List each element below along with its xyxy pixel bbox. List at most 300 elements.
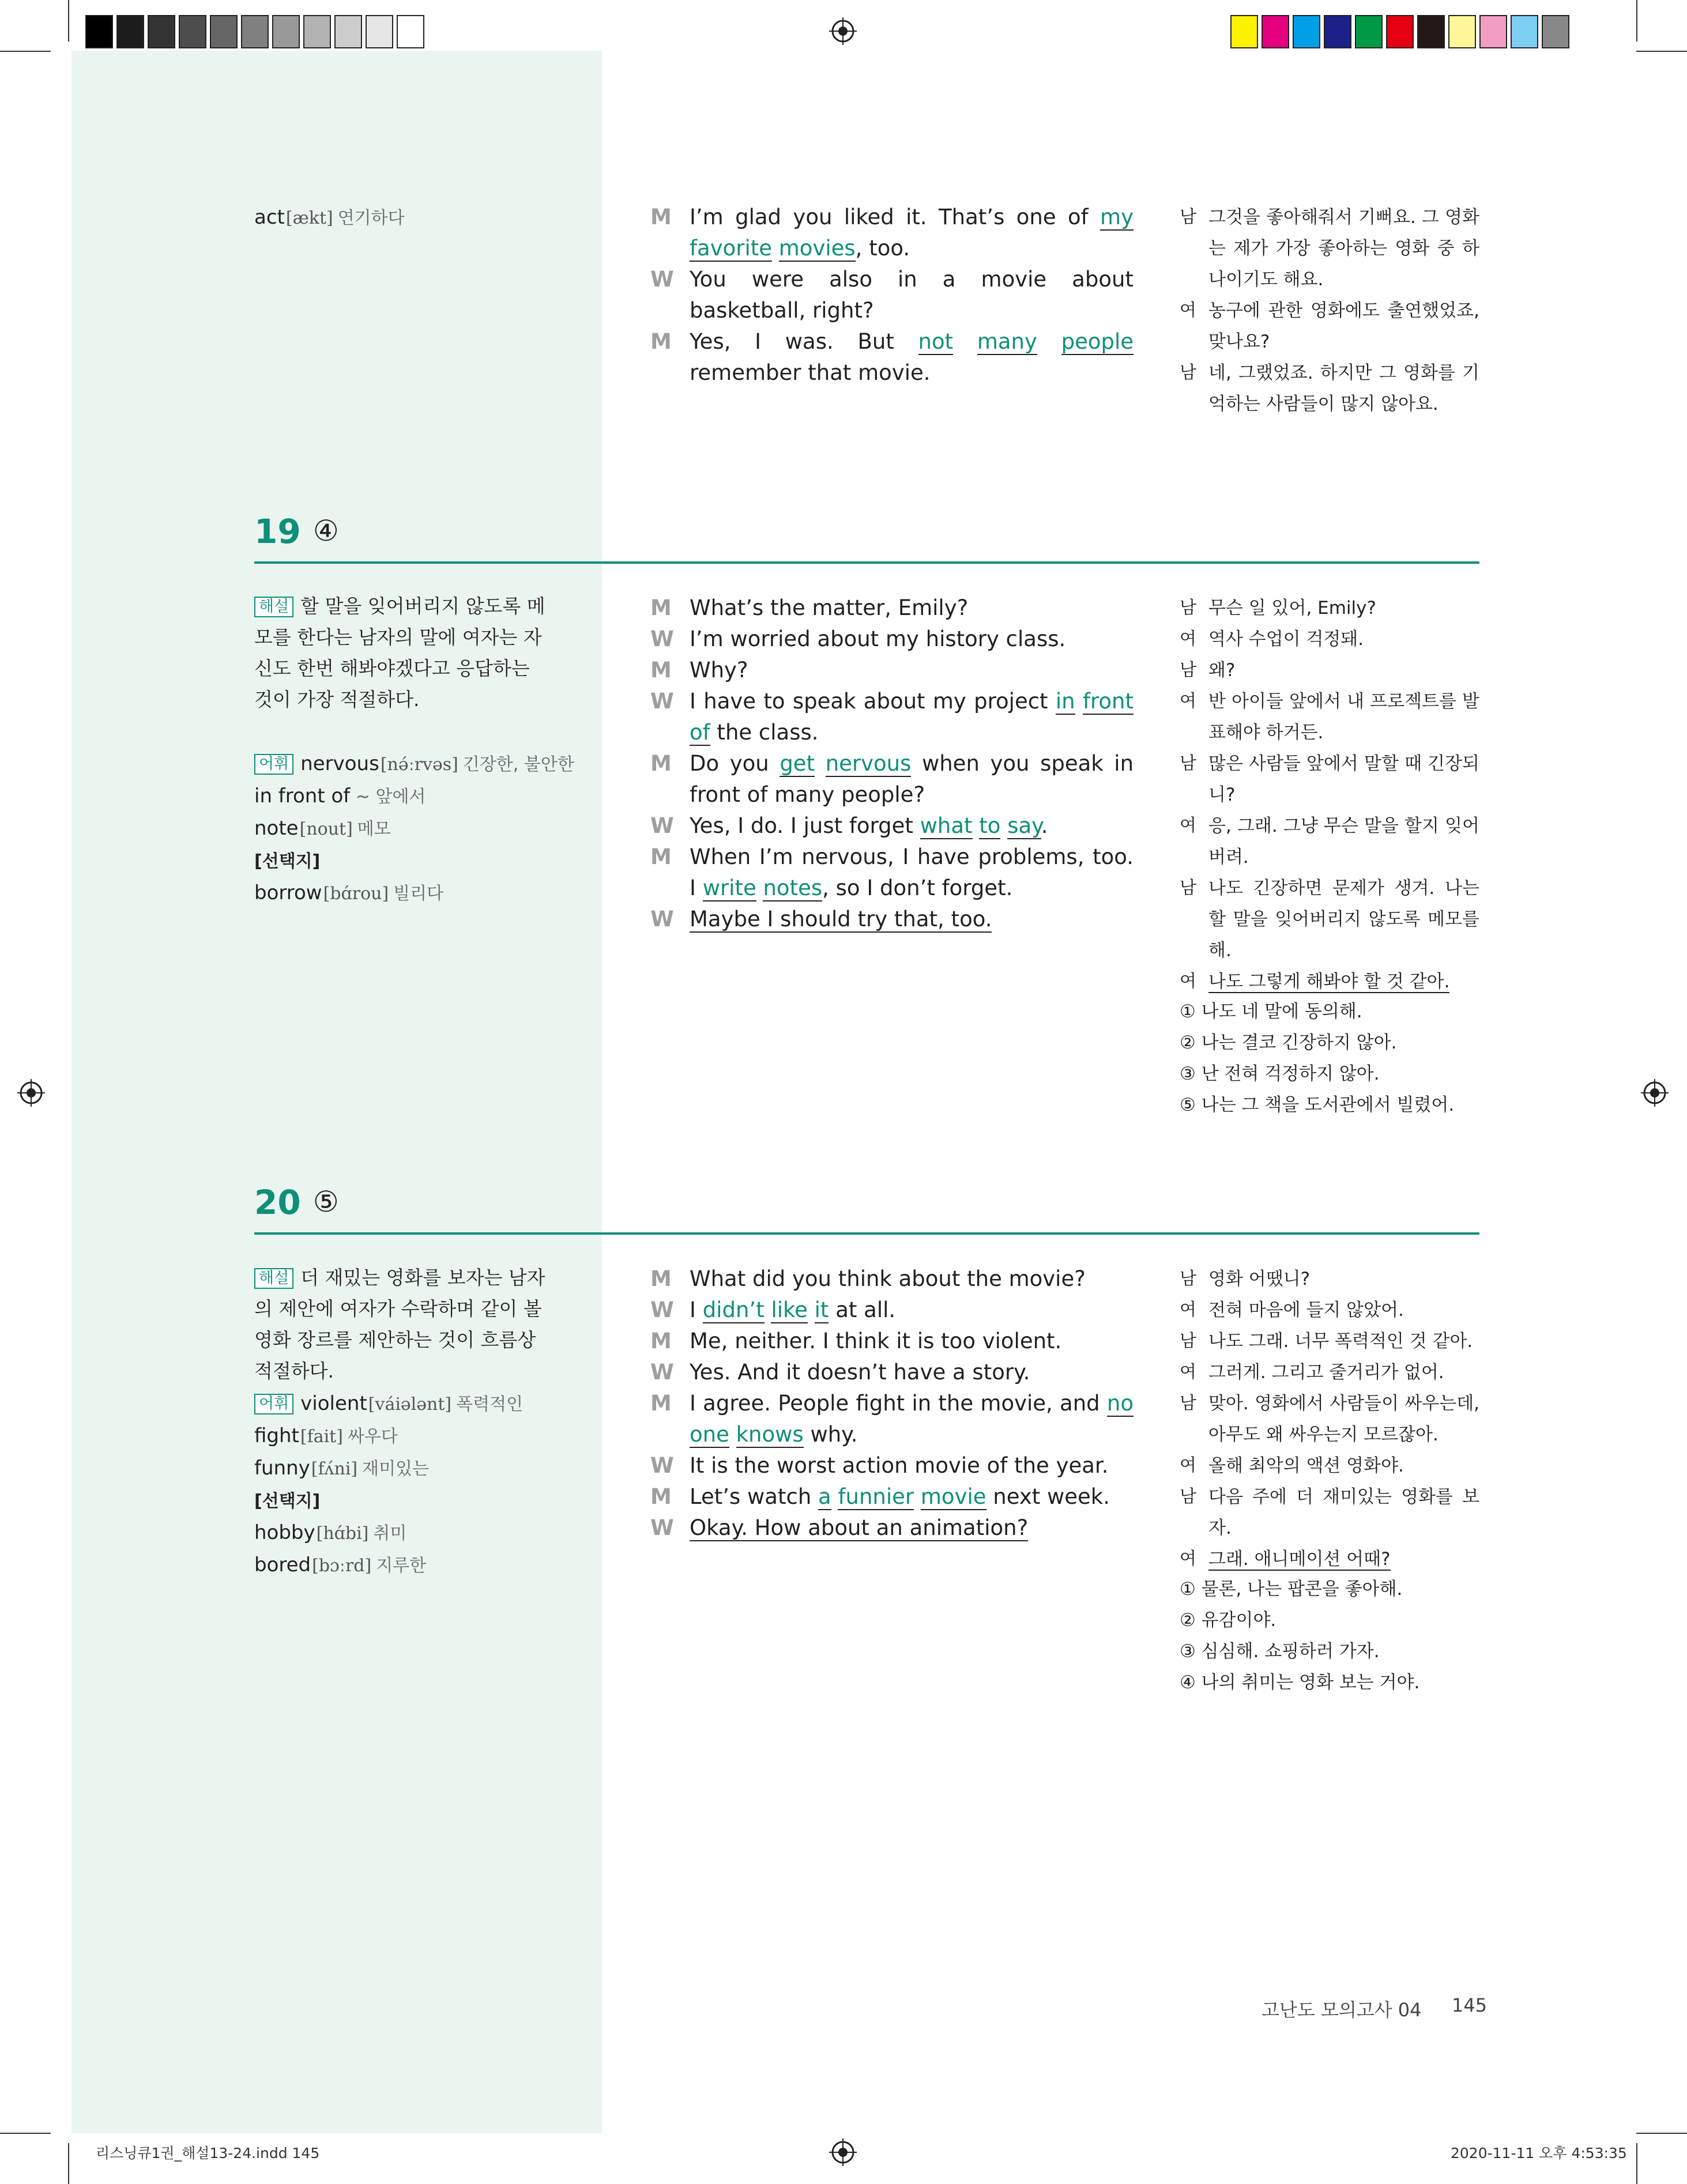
speaker-label: W xyxy=(650,689,674,714)
dialog-korean xyxy=(1180,593,1479,997)
text-run: at all. xyxy=(829,1297,896,1322)
text-run: 응, 그래. 그냥 무슨 말을 할지 잊어버려. xyxy=(1208,816,1479,867)
text-run: When I’m nervous, I have problems, too. I xyxy=(690,844,1134,900)
vocab-meaning: 싸우다 xyxy=(347,1427,398,1447)
vocab-word: act xyxy=(254,206,285,229)
registration-mark-icon xyxy=(17,1079,45,1107)
speaker-label: 남 xyxy=(1180,878,1196,898)
text-run: 왜? xyxy=(1208,660,1236,681)
vocab-phonetic: [fʌ́ni] xyxy=(311,1459,358,1479)
dialog-line xyxy=(650,1450,1134,1481)
section-divider xyxy=(254,1232,1479,1235)
vocab-item xyxy=(254,1549,554,1582)
speaker-label: W xyxy=(650,813,674,838)
text-run: Yes. And it doesn’t have a story. xyxy=(690,1360,1030,1385)
vocab-phonetic: [fait] xyxy=(300,1427,343,1447)
dialog-korean xyxy=(1180,202,1479,420)
korean-line xyxy=(1180,624,1479,655)
dialog-english xyxy=(650,1263,1134,1544)
option-item: ① 물론, 나는 팝콘을 좋아해. xyxy=(1180,1579,1403,1600)
blank-answer: what xyxy=(920,813,973,838)
speaker-label: M xyxy=(650,205,672,229)
blank-answer: didn’t xyxy=(702,1297,765,1322)
speaker-label: M xyxy=(650,751,672,776)
page-number: 145 xyxy=(1452,1994,1488,2016)
text-run: I’m worried about my history class. xyxy=(690,627,1066,651)
text-run: Why? xyxy=(690,658,748,682)
text-run: next week. xyxy=(986,1484,1110,1509)
dialog-line xyxy=(650,842,1134,904)
text-run xyxy=(815,751,826,776)
dialog-line xyxy=(650,264,1134,326)
korean-line xyxy=(1180,295,1479,357)
korean-line xyxy=(1180,202,1479,295)
korean-text xyxy=(1208,202,1479,295)
korean-line xyxy=(1180,1357,1479,1388)
dialog-line xyxy=(650,748,1134,810)
korean-line xyxy=(1180,1326,1479,1357)
color-swatch xyxy=(241,15,269,48)
korean-text xyxy=(1208,1295,1479,1326)
vocab-phonetic: [bɑ́rou] xyxy=(323,884,389,904)
text-run: why. xyxy=(803,1422,858,1447)
text-run: . xyxy=(1041,813,1048,838)
blank-answer: write xyxy=(702,876,756,900)
dialog-text xyxy=(690,842,1134,904)
option-item: ③ 난 전혀 걱정하지 않아. xyxy=(1180,1063,1380,1084)
answer-underline: Maybe I should try that, too. xyxy=(690,907,992,931)
speaker-label: 남 xyxy=(1180,1331,1196,1351)
question-number: 19 xyxy=(254,512,301,551)
speaker-label: 남 xyxy=(1180,660,1196,680)
vocab-tag: 어휘 xyxy=(254,1394,293,1414)
korean-text xyxy=(1208,966,1479,997)
dialog-line xyxy=(650,1357,1134,1388)
dialog-line xyxy=(650,1512,1134,1544)
korean-text xyxy=(1208,1544,1479,1575)
korean-line xyxy=(1180,966,1479,997)
crop-mark xyxy=(0,51,51,52)
file-name: 리스닝큐1권_해설13-24.indd 145 xyxy=(96,2145,320,2162)
text-run: 그것을 좋아해줘서 기뻐요. 그 영화는 제가 가장 좋아하는 영화 중 하나이기도 해요. xyxy=(1208,207,1479,290)
color-swatch xyxy=(1355,15,1383,48)
text-run: Yes, I do. I just forget xyxy=(690,813,920,838)
dialog-line xyxy=(650,593,1134,624)
speaker-label: M xyxy=(650,329,672,354)
vocab-item xyxy=(254,1453,554,1485)
dialog-text xyxy=(690,1388,1134,1450)
registration-mark-icon xyxy=(829,17,857,45)
answer-underline: Okay. How about an animation? xyxy=(690,1515,1029,1540)
vocab-word: borrow xyxy=(254,881,322,904)
blank-answer: movie xyxy=(920,1484,986,1509)
option-item: ③ 심심해. 쇼핑하러 가자. xyxy=(1180,1641,1380,1662)
korean-line xyxy=(1180,1263,1479,1295)
dialog-korean xyxy=(1180,1263,1479,1575)
blank-answer: nervous xyxy=(825,751,912,776)
speaker-label: 여 xyxy=(1180,1455,1196,1476)
crop-mark xyxy=(1636,51,1687,52)
option-item: ① 나도 네 말에 동의해. xyxy=(1180,1001,1362,1022)
dialog-text xyxy=(690,1295,1134,1326)
text-run xyxy=(914,1484,921,1509)
vocab-meaning: 연기하다 xyxy=(337,208,405,228)
vocab-item xyxy=(254,1388,554,1420)
section-divider xyxy=(254,561,1479,564)
vocab-meaning: 지루한 xyxy=(376,1556,427,1576)
korean-line xyxy=(1180,655,1479,686)
dialog-line xyxy=(650,1263,1134,1295)
text-run: 올해 최악의 액션 영화야. xyxy=(1208,1455,1404,1476)
sidebar-panel xyxy=(71,51,602,2133)
dialog-text xyxy=(690,264,1134,326)
speaker-label: 남 xyxy=(1180,1269,1196,1289)
color-swatch xyxy=(1324,15,1351,48)
text-run: I agree. People fight in the movie, and xyxy=(690,1391,1107,1416)
speaker-label: W xyxy=(650,267,674,292)
blank-answer: people xyxy=(1061,329,1134,354)
text-run: 많은 사람들 앞에서 말할 때 긴장되니? xyxy=(1208,753,1479,805)
option-item: ② 유감이야. xyxy=(1180,1610,1276,1631)
text-run: 영화 어땠니? xyxy=(1208,1269,1311,1289)
text-run: 농구에 관한 영화에도 출연했었죠, 맞나요? xyxy=(1208,300,1479,352)
text-run xyxy=(729,1422,736,1447)
vocabulary-list xyxy=(254,1388,554,1582)
color-swatch xyxy=(366,15,393,48)
dialog-text xyxy=(690,1263,1134,1295)
text-run: , too. xyxy=(855,236,910,261)
speaker-label: 남 xyxy=(1180,207,1196,227)
vocab-meaning: ~ 앞에서 xyxy=(350,787,426,807)
vocab-phonetic: [nout] xyxy=(299,819,353,839)
korean-text xyxy=(1208,624,1479,655)
vocab-word: [선택지] xyxy=(254,1491,321,1511)
speaker-label: W xyxy=(650,1515,674,1540)
vocab-word: funny xyxy=(254,1457,310,1480)
korean-text xyxy=(1208,1326,1479,1357)
speaker-label: 여 xyxy=(1180,300,1196,320)
text-run: 무슨 일 있어, Emily? xyxy=(1208,598,1376,618)
vocab-phonetic: [hɑ́bi] xyxy=(316,1523,369,1544)
korean-text xyxy=(1208,593,1479,624)
dialog-line xyxy=(650,1295,1134,1326)
vocabulary-list xyxy=(254,748,574,910)
vocab-meaning: 메모 xyxy=(357,819,391,839)
dialog-text xyxy=(690,1450,1134,1481)
option-item: ④ 나의 취미는 영화 보는 거야. xyxy=(1180,1672,1420,1693)
blank-answer: my xyxy=(1100,205,1134,229)
dialog-text xyxy=(690,593,1134,624)
blank-answer: of xyxy=(690,720,710,745)
registration-mark-icon xyxy=(829,2138,857,2166)
color-swatch xyxy=(1386,15,1414,48)
vocab-tag: 어휘 xyxy=(254,754,293,775)
color-swatch xyxy=(303,15,331,48)
explanation xyxy=(254,1262,554,1387)
dialog-line xyxy=(650,655,1134,686)
text-run: 전혀 마음에 들지 않았어. xyxy=(1208,1300,1404,1321)
color-swatch xyxy=(272,15,300,48)
blank-answer: knows xyxy=(736,1422,804,1447)
korean-text xyxy=(1208,686,1479,748)
text-run xyxy=(765,1297,771,1322)
text-run xyxy=(973,813,980,838)
registration-mark-icon xyxy=(1641,1079,1669,1107)
vocab-phonetic: [bɔːrd] xyxy=(312,1556,372,1576)
vocab-word: nervous xyxy=(300,752,379,775)
dialog-line xyxy=(650,810,1134,842)
dialog-text xyxy=(690,904,1134,935)
text-run xyxy=(1000,813,1007,838)
blank-answer: one xyxy=(690,1422,729,1447)
speaker-label: 여 xyxy=(1180,1300,1196,1320)
vocab-word: note xyxy=(254,817,299,840)
crop-mark xyxy=(1636,2133,1687,2134)
vocab-meaning: 빌리다 xyxy=(393,884,444,904)
color-swatch xyxy=(397,15,424,48)
text-run: 다음 주에 더 재미있는 영화를 보자. xyxy=(1208,1487,1479,1538)
speaker-label: 여 xyxy=(1180,1549,1196,1569)
speaker-label: W xyxy=(650,1360,674,1385)
korean-text xyxy=(1208,357,1479,420)
dialog-line xyxy=(650,1481,1134,1512)
dialog-line xyxy=(650,202,1134,264)
speaker-label: W xyxy=(650,627,674,651)
vocab-item xyxy=(254,1517,554,1549)
dialog-english xyxy=(650,202,1134,388)
text-run: Do you xyxy=(690,751,780,776)
option-item: ⑤ 나는 그 책을 도서관에서 빌렸어. xyxy=(1180,1095,1455,1115)
korean-text xyxy=(1208,1357,1479,1388)
speaker-label: M xyxy=(650,1391,672,1416)
color-swatch xyxy=(1293,15,1320,48)
blank-answer: no xyxy=(1106,1391,1134,1416)
speaker-label: 남 xyxy=(1180,1393,1196,1413)
blank-answer: to xyxy=(979,813,1001,838)
color-swatch xyxy=(1448,15,1476,48)
speaker-label: 여 xyxy=(1180,1362,1196,1382)
vocab-meaning: 긴장한, 불안한 xyxy=(462,755,574,775)
dialog-text xyxy=(690,655,1134,686)
speaker-label: 남 xyxy=(1180,753,1196,774)
vocab-act xyxy=(254,202,554,234)
speaker-label: 여 xyxy=(1180,629,1196,649)
color-swatch xyxy=(179,15,206,48)
vocab-word: in front of xyxy=(254,784,351,808)
dialog-english xyxy=(650,593,1134,935)
text-run: the class. xyxy=(710,720,819,745)
color-swatch xyxy=(1262,15,1289,48)
korean-line xyxy=(1180,1388,1479,1450)
korean-text xyxy=(1208,655,1479,686)
color-swatch xyxy=(148,15,175,48)
speaker-label: 남 xyxy=(1180,1487,1196,1507)
blank-answer: say xyxy=(1007,813,1041,838)
color-swatch xyxy=(1542,15,1569,48)
dialog-text xyxy=(690,748,1134,810)
korean-line xyxy=(1180,357,1479,420)
answer-number: ⑤ xyxy=(313,1185,339,1219)
speaker-label: W xyxy=(650,1297,674,1322)
explanation xyxy=(254,591,554,715)
explanation-tag: 해설 xyxy=(254,1268,293,1289)
answer-number: ④ xyxy=(313,514,339,548)
text-run: You were also in a movie about basketball, right? xyxy=(690,267,1134,323)
text-run: 나도 그렇게 해봐야 할 것 같아. xyxy=(1208,971,1450,992)
vocab-word: hobby xyxy=(254,1521,315,1544)
dialog-line xyxy=(650,326,1134,388)
text-run: 그러게. 그리고 줄거리가 없어. xyxy=(1208,1362,1444,1383)
text-run: What did you think about the movie? xyxy=(690,1266,1086,1291)
korean-text xyxy=(1208,873,1479,966)
color-swatch xyxy=(210,15,238,48)
korean-text xyxy=(1208,1450,1479,1481)
text-run: 반 아이들 앞에서 내 프로젝트를 발표해야 하거든. xyxy=(1208,691,1479,743)
vocab-phonetic: [nə́ːrvəs] xyxy=(380,755,458,775)
vocab-word: fight xyxy=(254,1424,299,1447)
dialog-line xyxy=(650,1388,1134,1450)
korean-line xyxy=(1180,1450,1479,1481)
dialog-text xyxy=(690,624,1134,655)
text-run: remember that movie. xyxy=(690,360,931,385)
print-timestamp: 2020-11-11 오후 4:53:35 xyxy=(1451,2145,1627,2162)
blank-answer: movies xyxy=(778,236,856,261)
text-run: 나도 그래. 너무 폭력적인 것 같아. xyxy=(1208,1331,1473,1352)
text-run: Me, neither. I think it is too violent. xyxy=(690,1329,1062,1353)
dialog-line xyxy=(650,686,1134,748)
text-run: 나도 긴장하면 문제가 생겨. 나는 할 말을 잊어버리지 않도록 메모를 해. xyxy=(1208,878,1479,961)
vocab-phonetic: [ækt] xyxy=(285,208,333,228)
vocab-item xyxy=(254,1485,554,1517)
vocab-item xyxy=(254,748,574,780)
answer-options xyxy=(1180,1574,1419,1698)
color-swatch xyxy=(334,15,362,48)
korean-text xyxy=(1208,1263,1479,1295)
text-run: I’m glad you liked it. That’s one of xyxy=(690,205,1101,229)
vocab-item xyxy=(254,877,554,910)
text-run: Let’s watch xyxy=(690,1484,819,1509)
text-run xyxy=(772,236,779,261)
blank-answer: like xyxy=(771,1297,808,1322)
dialog-line xyxy=(650,904,1134,935)
text-run: 맞아. 영화에서 사람들이 싸우는데, 아무도 왜 싸우는지 모르잖아. xyxy=(1208,1393,1479,1445)
korean-text xyxy=(1208,810,1479,873)
text-run xyxy=(808,1297,815,1322)
answer-options xyxy=(1180,996,1454,1121)
vocab-word: [선택지] xyxy=(254,851,321,872)
series-title: 고난도 모의고사 04 xyxy=(1262,1999,1422,2021)
blank-answer: front xyxy=(1082,689,1134,714)
text-run xyxy=(1037,329,1061,354)
text-run: What’s the matter, Emily? xyxy=(690,595,969,620)
korean-line xyxy=(1180,1481,1479,1544)
dialog-line xyxy=(650,624,1134,655)
speaker-label: M xyxy=(650,595,672,620)
blank-answer: it xyxy=(814,1297,829,1322)
korean-line xyxy=(1180,686,1479,748)
vocab-item xyxy=(254,813,554,845)
korean-line xyxy=(1180,873,1479,966)
dialog-text xyxy=(690,686,1134,748)
speaker-label: M xyxy=(650,1266,672,1291)
dialog-text xyxy=(690,326,1134,388)
crop-mark xyxy=(1636,0,1637,42)
speaker-label: 여 xyxy=(1180,971,1196,991)
blank-answer: notes xyxy=(763,876,823,900)
korean-line xyxy=(1180,1295,1479,1326)
explanation-text: 할 말을 잊어버리지 않도록 메모를 한다는 남자의 말에 여자는 자신도 한번 해봐야겠다고 응답하는 것이 가장 적절하다. xyxy=(254,595,545,711)
color-swatch xyxy=(1230,15,1258,48)
vocab-meaning: 재미있는 xyxy=(362,1459,430,1479)
dialog-text xyxy=(690,1326,1134,1357)
dialog-text xyxy=(690,1481,1134,1512)
speaker-label: 남 xyxy=(1180,363,1196,383)
text-run xyxy=(1075,689,1083,714)
color-swatch xyxy=(1417,15,1445,48)
text-run: , so I don’t forget. xyxy=(822,876,1013,900)
blank-answer: not xyxy=(918,329,954,354)
color-swatch xyxy=(1479,15,1507,48)
text-run: It is the worst action movie of the year. xyxy=(690,1453,1109,1478)
korean-text xyxy=(1208,1388,1479,1450)
crop-mark xyxy=(68,0,69,42)
text-run xyxy=(953,329,977,354)
text-run: I have to speak about my project xyxy=(690,689,1056,714)
vocab-meaning: 취미 xyxy=(373,1523,407,1544)
dialog-line xyxy=(650,1326,1134,1357)
korean-text xyxy=(1208,295,1479,357)
text-run: when you speak in front of many people? xyxy=(690,751,1134,807)
vocab-item xyxy=(254,1420,554,1453)
speaker-label: 여 xyxy=(1180,691,1196,711)
korean-line xyxy=(1180,593,1479,624)
vocab-item xyxy=(254,780,554,813)
crop-mark xyxy=(0,2133,51,2134)
text-run: Yes, I was. But xyxy=(690,329,918,354)
color-swatch xyxy=(116,15,144,48)
blank-answer: in xyxy=(1055,689,1075,714)
question-number: 20 xyxy=(254,1183,301,1222)
dialog-text xyxy=(690,1512,1134,1544)
speaker-label: M xyxy=(650,844,672,869)
text-run xyxy=(756,876,763,900)
dialog-text xyxy=(690,202,1134,264)
crop-mark xyxy=(68,2143,69,2184)
text-run: 네, 그랬었죠. 하지만 그 영화를 기억하는 사람들이 많지 않아요. xyxy=(1208,363,1479,414)
speaker-label: 여 xyxy=(1180,816,1196,836)
speaker-label: W xyxy=(650,1453,674,1478)
korean-line xyxy=(1180,748,1479,810)
vocab-phonetic: [váiələnt] xyxy=(368,1394,452,1414)
vocab-meaning: 폭력적인 xyxy=(456,1394,524,1414)
speaker-label: W xyxy=(650,907,674,931)
blank-answer: favorite xyxy=(690,236,772,261)
korean-line xyxy=(1180,1544,1479,1575)
text-run xyxy=(831,1484,838,1509)
text-run: I xyxy=(690,1297,703,1322)
explanation-text: 더 재밌는 영화를 보자는 남자의 제안에 여자가 수락하며 같이 볼 영화 장르를 제안하는 것이 흐름상 적절하다. xyxy=(254,1266,545,1382)
vocab-item xyxy=(254,845,554,877)
text-run: 역사 수업이 걱정돼. xyxy=(1208,629,1364,650)
korean-text xyxy=(1208,1481,1479,1544)
vocab-word: bored xyxy=(254,1553,311,1576)
speaker-label: 남 xyxy=(1180,598,1196,618)
color-swatch xyxy=(1511,15,1538,48)
korean-text xyxy=(1208,748,1479,810)
crop-mark xyxy=(1636,2143,1637,2184)
blank-answer: many xyxy=(977,329,1037,354)
speaker-label: M xyxy=(650,658,672,682)
